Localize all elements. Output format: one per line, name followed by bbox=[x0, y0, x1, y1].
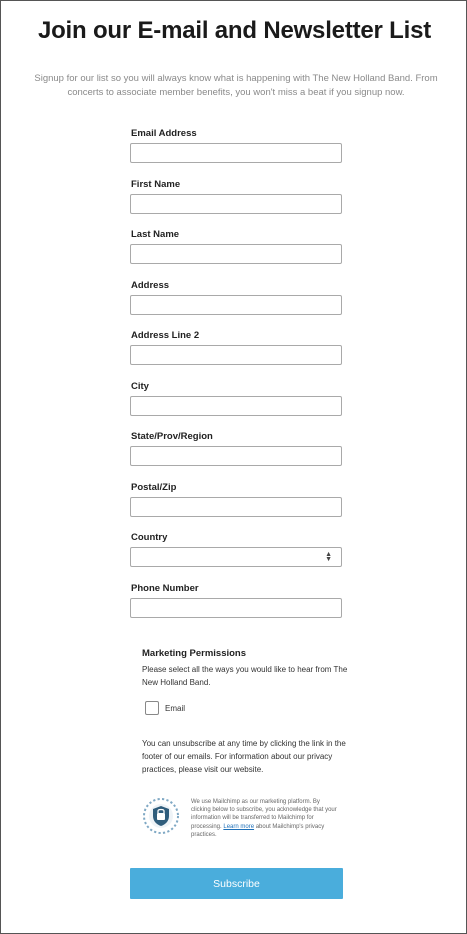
address-line-2-label: Address Line 2 bbox=[131, 330, 200, 341]
city-label: City bbox=[131, 381, 149, 392]
country-select[interactable] bbox=[130, 547, 342, 567]
first-name-label: First Name bbox=[131, 179, 181, 190]
last-name-label: Last Name bbox=[131, 229, 180, 240]
phone-label: Phone Number bbox=[131, 583, 199, 594]
city-field[interactable] bbox=[130, 396, 342, 416]
intro-text: Signup for our list so you will always know what is happening with The New Holland Band. From concerts to associate member benefits, you won't miss a beat if you signup now. bbox=[34, 73, 438, 98]
email-permission-label[interactable]: Email bbox=[165, 704, 186, 713]
email-label: Email Address bbox=[131, 128, 197, 139]
last-name-field[interactable] bbox=[130, 244, 342, 264]
address-field[interactable] bbox=[130, 295, 342, 315]
legal-text bbox=[191, 798, 341, 839]
state-field[interactable] bbox=[130, 446, 342, 466]
subscribe-button[interactable]: Subscribe bbox=[130, 868, 343, 899]
page-title: Join our E-mail and Newsletter List bbox=[37, 17, 432, 44]
permissions-description: Please select all the ways you would like to hear from The New Holland Band. bbox=[142, 665, 348, 687]
postal-field[interactable] bbox=[130, 497, 342, 517]
postal-label: Postal/Zip bbox=[131, 482, 177, 493]
email-field[interactable] bbox=[130, 143, 342, 163]
marketing-permissions-title: Marketing Permissions bbox=[142, 648, 247, 659]
address-label: Address bbox=[131, 280, 170, 291]
email-permission-checkbox[interactable] bbox=[145, 701, 159, 715]
learn-more-link[interactable]: Learn more bbox=[223, 823, 255, 830]
mailchimp-shield-icon bbox=[142, 797, 180, 835]
state-label: State/Prov/Region bbox=[131, 431, 213, 442]
phone-field[interactable] bbox=[130, 598, 342, 618]
address-line-2-field[interactable] bbox=[130, 345, 342, 365]
country-label: Country bbox=[131, 532, 168, 543]
select-arrows-icon: ▲ ▼ bbox=[325, 551, 332, 563]
legal-text-before: We use Mailchimp as our marketing platform. By clicking below to subscribe, you acknowledge that your information will be transferred to Mailchimp for processing. bbox=[191, 799, 337, 830]
unsubscribe-text: You can unsubscribe at any time by clicking the link in the footer of our emails. For information about our privacy practices, please visit our website. bbox=[142, 739, 346, 774]
first-name-field[interactable] bbox=[130, 194, 342, 214]
legal-text-after: about Mailchimp's privacy practices. bbox=[191, 823, 325, 838]
